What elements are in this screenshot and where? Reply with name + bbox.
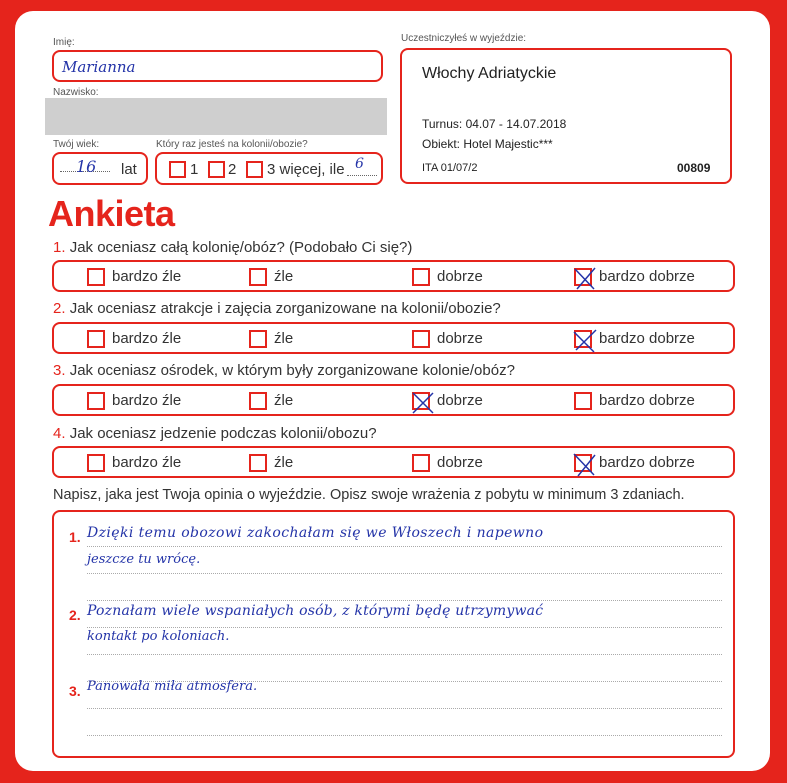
times-opt2-label: 2 [228, 161, 237, 178]
question-2 [53, 300, 501, 317]
trip-turnus: Turnus: 04.07 - 14.07.2018 [422, 117, 567, 131]
times-checkbox-2[interactable] [208, 161, 225, 178]
q4-option-bardzo-zle: bardzo źle [112, 454, 182, 471]
question-1-number: 1. [53, 239, 66, 256]
x-mark-icon [572, 452, 598, 478]
q2-option-bardzo-dobrze: bardzo dobrze [599, 330, 695, 347]
age-label: Twój wiek: [53, 139, 100, 150]
survey-sheet [15, 11, 770, 771]
q2-checkbox-zle[interactable] [249, 330, 267, 348]
q1-option-bardzo-dobrze: bardzo dobrze [599, 268, 695, 285]
q1-checkbox-bardzo-dobrze[interactable] [574, 268, 592, 286]
opinion-1-line1: Dzięki temu obozowi zakochałam się we Włoszech i napewno [87, 525, 544, 541]
q3-option-bardzo-zle: bardzo źle [112, 392, 182, 409]
x-mark-icon [410, 390, 436, 416]
q1-option-bardzo-zle: bardzo źle [112, 268, 182, 285]
question-4-number: 4. [53, 425, 66, 442]
times-checkbox-3[interactable] [246, 161, 263, 178]
opinion-box[interactable] [52, 510, 735, 758]
opinion-2-number: 2. [69, 607, 81, 623]
q1-option-zle: źle [274, 268, 294, 285]
q4-option-zle: źle [274, 454, 294, 471]
times-label: Który raz jesteś na kolonii/obozie? [156, 139, 308, 150]
name-value: Marianna [62, 58, 136, 76]
question-4 [53, 425, 377, 442]
q1-checkbox-dobrze[interactable] [412, 268, 430, 286]
q2-checkbox-bardzo-zle[interactable] [87, 330, 105, 348]
q3-checkbox-bardzo-zle[interactable] [87, 392, 105, 410]
trip-name: Włochy Adriatyckie [422, 65, 557, 82]
opinion-1-line2: jeszcze tu wrócę. [87, 552, 201, 567]
opinion-prompt: Napisz, jaka jest Twoja opinia o wyjeździe. Opisz swoje wrażenia z pobytu w minimum 3 zdaniach. [53, 487, 685, 503]
question-2-options [52, 322, 735, 354]
question-3-text: Jak oceniasz ośrodek, w którym były zorganizowane kolonie/obóz? [69, 362, 515, 379]
q3-checkbox-bardzo-dobrze[interactable] [574, 392, 592, 410]
trip-number: 00809 [677, 161, 711, 175]
q3-option-dobrze: dobrze [437, 392, 483, 409]
name-field[interactable] [52, 50, 383, 82]
times-opt1-label: 1 [190, 161, 199, 178]
q4-checkbox-zle[interactable] [249, 454, 267, 472]
x-mark-icon [572, 328, 598, 354]
q3-option-zle: źle [274, 392, 294, 409]
question-3 [53, 362, 515, 379]
q1-option-dobrze: dobrze [437, 268, 483, 285]
q4-checkbox-bardzo-zle[interactable] [87, 454, 105, 472]
age-field[interactable] [52, 152, 148, 185]
age-unit: lat [121, 161, 137, 178]
question-2-text: Jak oceniasz atrakcje i zajęcia zorganizowane na kolonii/obozie? [69, 300, 501, 317]
opinion-1-number: 1. [69, 529, 81, 545]
question-3-number: 3. [53, 362, 66, 379]
q2-option-bardzo-zle: bardzo źle [112, 330, 182, 347]
times-field [155, 152, 383, 185]
question-3-options [52, 384, 735, 416]
redacted-surname [45, 98, 387, 135]
trip-obiekt: Obiekt: Hotel Majestic*** [422, 137, 553, 151]
question-2-number: 2. [53, 300, 66, 317]
surname-label: Nazwisko: [53, 87, 99, 98]
q2-option-dobrze: dobrze [437, 330, 483, 347]
q3-option-bardzo-dobrze: bardzo dobrze [599, 392, 695, 409]
q3-checkbox-dobrze[interactable] [412, 392, 430, 410]
q3-checkbox-zle[interactable] [249, 392, 267, 410]
question-1 [53, 239, 412, 256]
q4-option-dobrze: dobrze [437, 454, 483, 471]
q4-option-bardzo-dobrze: bardzo dobrze [599, 454, 695, 471]
trip-label: Uczestniczyłeś w wyjeździe: [401, 33, 527, 44]
survey-title: Ankieta [48, 193, 175, 234]
opinion-2-line2: kontakt po koloniach. [87, 629, 230, 644]
times-opt3-label: 3 więcej, ile [267, 161, 345, 178]
q4-checkbox-dobrze[interactable] [412, 454, 430, 472]
opinion-3-number: 3. [69, 683, 81, 699]
q2-checkbox-bardzo-dobrze[interactable] [574, 330, 592, 348]
question-4-text: Jak oceniasz jedzenie podczas kolonii/obozu? [69, 425, 377, 442]
question-4-options [52, 446, 735, 478]
opinion-3-line1: Panowała miła atmosfera. [87, 679, 258, 694]
trip-code: ITA 01/07/2 [422, 162, 478, 174]
q1-checkbox-zle[interactable] [249, 268, 267, 286]
q2-option-zle: źle [274, 330, 294, 347]
opinion-2-line1: Poznałam wiele wspaniałych osób, z którymi będę utrzymywać [87, 603, 544, 619]
trip-info-box [400, 48, 732, 184]
name-label: Imię: [53, 37, 75, 48]
question-1-text: Jak oceniasz całą kolonię/obóz? (Podobało Ci się?) [69, 239, 413, 256]
question-1-options [52, 260, 735, 292]
q2-checkbox-dobrze[interactable] [412, 330, 430, 348]
times-value: 6 [355, 156, 364, 172]
age-value: 16 [76, 157, 97, 176]
q4-checkbox-bardzo-dobrze[interactable] [574, 454, 592, 472]
times-checkbox-1[interactable] [169, 161, 186, 178]
q1-checkbox-bardzo-zle[interactable] [87, 268, 105, 286]
x-mark-icon [572, 266, 598, 292]
